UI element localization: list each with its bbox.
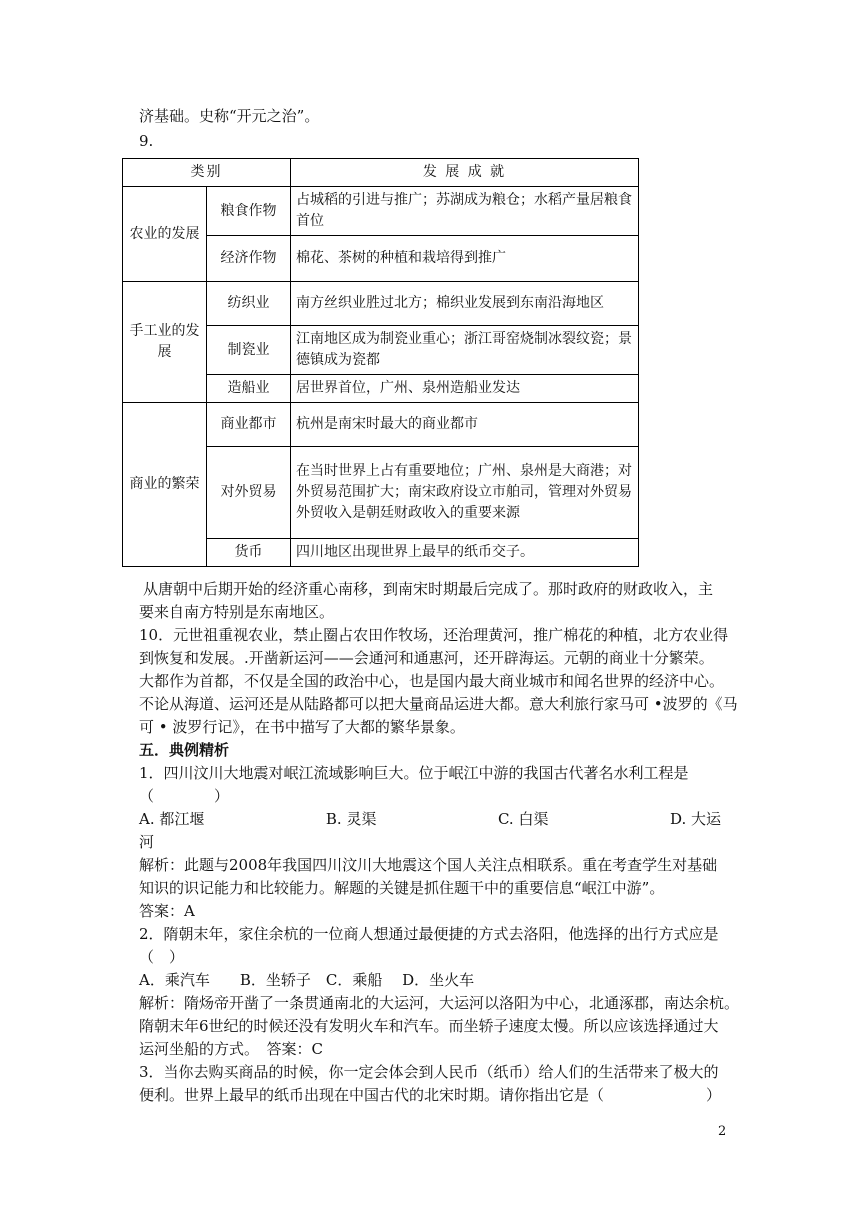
table-row <box>123 187 639 236</box>
sub-category-cell: 纺织业 <box>207 282 291 326</box>
sub-category-cell: 经济作物 <box>207 236 291 282</box>
question-line: 3．当你去购买商品的时候，你一定会体会到人民币（纸币）给人们的生活带来了极大的 <box>139 1063 719 1081</box>
question-line: 1．四川汶川大地震对岷江流域影响巨大。位于岷江中游的我国古代著名水利工程是 <box>139 764 689 782</box>
sub-category-cell: 粮食作物 <box>207 187 291 236</box>
paragraph-line: 济基础。史称“开元之治”。 <box>139 107 320 125</box>
paragraph-line: 10．元世祖重视农业，禁止圈占农田作牧场，还治理黄河，推广棉花的种植，北方农业得 <box>139 626 729 644</box>
analysis-line: 解析：此题与2008年我国四川汶川大地震这个国人关注点相联系。重在考查学生对基础 <box>139 856 718 874</box>
page-number: 2 <box>718 1124 727 1139</box>
options-row <box>139 809 721 829</box>
question-line: 2．隋朝末年，家住余杭的一位商人想通过最便捷的方式去洛阳，他选择的出行方式应是 <box>139 925 719 943</box>
achievement-text-extra: 外贸收入是朝廷财政收入的重要来源 <box>296 505 520 521</box>
achievement-cell: 江南地区成为制瓷业重心；浙江哥窑烧制冰裂纹瓷；景德镇成为瓷都 <box>291 326 639 375</box>
group-cell: 商业的繁荣 <box>123 403 207 567</box>
analysis-line: 解析：隋炀帝开凿了一条贯通南北的大运河，大运河以洛阳为中心，北通涿郡，南达余杭。 <box>139 994 740 1012</box>
paragraph-line: 到恢复和发展。.开凿新运河——会通河和通惠河，还开辟海运。元朝的商业十分繁荣。 <box>139 649 714 667</box>
analysis-line: 运河坐船的方式。 答案：C <box>139 1040 323 1058</box>
sub-category-cell: 造船业 <box>207 375 291 403</box>
sub-category-cell: 货币 <box>207 539 291 567</box>
paragraph-line: 大都作为首都，不仅是全国的政治中心，也是国内最大商业城市和闻名世界的经济中心。 <box>139 672 725 690</box>
group-cell: 手工业的发展 <box>123 282 207 403</box>
achievement-cell: 南方丝织业胜过北方；棉织业发展到东南沿海地区 <box>291 282 639 326</box>
paragraph-line: 可 • 波罗行记》，在书中描写了大都的繁华景象。 <box>139 718 465 736</box>
table-row <box>123 403 639 447</box>
answer-blank: （ ） <box>139 787 230 805</box>
achievement-cell <box>291 447 639 539</box>
question-line: 便利。世界上最早的纸币出现在中国古代的北宋时期。请你指出它是（ <box>139 1086 605 1104</box>
header-category: 类别 <box>123 159 291 187</box>
achievement-cell: 四川地区出现世界上最早的纸币交子。 <box>291 539 639 567</box>
table-header-row <box>123 159 639 187</box>
paragraph-line: 从唐朝中后期开始的经济重心南移，到南宋时期最后完成了。那时政府的财政收入，主 <box>143 580 714 598</box>
achievement-table <box>122 158 639 567</box>
paragraph-line: 要来自南方特别是东南地区。 <box>139 603 335 621</box>
option-continuation: 河 <box>139 833 155 851</box>
sub-category-cell: 对外贸易 <box>207 447 291 539</box>
question-9-label: 9. <box>139 132 154 150</box>
question-blank-close: ） <box>706 1086 722 1104</box>
option-d: D. 大运 <box>669 810 721 828</box>
sub-category-cell: 商业都市 <box>207 403 291 447</box>
option-a: A. 都江堰 <box>139 810 205 828</box>
section-heading: 五．典例精析 <box>139 741 230 759</box>
table-row <box>123 282 639 326</box>
paragraph-line: 不论从海道、运河还是从陆路都可以把大量商品运进大都。意大利旅行家马可 •波罗的《马 <box>139 695 738 713</box>
analysis-line: 知识的识记能力和比较能力。解题的关键是抓住题干中的重要信息“岷江中游”。 <box>139 879 665 897</box>
achievement-cell: 居世界首位，广州、泉州造船业发达 <box>291 375 639 403</box>
group-cell: 农业的发展 <box>123 187 207 282</box>
achievement-cell: 杭州是南宋时最大的商业都市 <box>291 403 639 447</box>
achievement-cell: 棉花、茶树的种植和栽培得到推广 <box>291 236 639 282</box>
option-b: B. 灵渠 <box>325 810 377 828</box>
answer-line: 答案：A <box>139 902 195 920</box>
sub-category-cell: 制瓷业 <box>207 326 291 375</box>
options-row: A．乘汽车 B．坐轿子 C．乘船 D．坐火车 <box>139 971 475 989</box>
header-achievement: 发 展 成 就 <box>291 159 639 187</box>
option-c: C. 白渠 <box>497 810 549 828</box>
achievement-text: 在当时世界上占有重要地位；广州、泉州是大商港；对外贸易范围扩大；南宋政府设立市舶司，管理对外贸易 <box>296 463 632 500</box>
analysis-line: 隋朝末年6世纪的时候还没有发明火车和汽车。而坐轿子速度太慢。所以应该选择通过大 <box>139 1017 719 1035</box>
achievement-cell: 占城稻的引进与推广；苏湖成为粮仓；水稻产量居粮食首位 <box>291 187 639 236</box>
answer-blank: （ ） <box>139 948 185 966</box>
